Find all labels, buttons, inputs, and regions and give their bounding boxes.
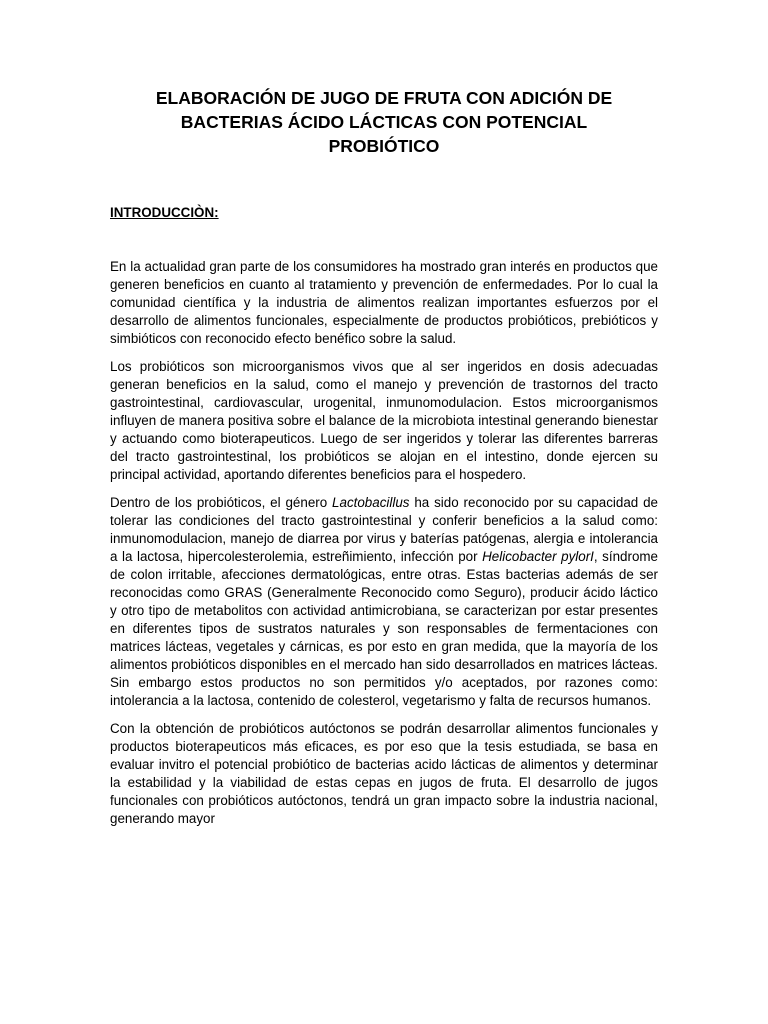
paragraph-3-text-3: , síndrome de colon irritable, afecciones dermatológicas, entre otras. Estas bacterias además de ser reconocidas como GRAS (Generalmente Reconocido como Seguro), producir ácido láctico y otro tipo de metabolitos con actividad antimicrobiana, se caracterizan por estar presentes en diferentes tipos de sustratos naturales y son responsables de fermentaciones con matrices lácteas, vegetales y cárnicas, es por esto en gran medida, que la mayoría de los alimentos probióticos disponibles en el mercado han sido desarrollados en matrices lácteas. Sin embargo estos productos no son permitidos y/o aceptados, por razones como: intolerancia a la lactosa, contenido de colesterol, vegetarismo y falta de recursos humanos. bbox=[110, 549, 658, 708]
paragraph-3-text-2: ha sido reconocido por su capacidad de tolerar las condiciones del tracto gastrointestinal y conferir beneficios a la salud como: inmunomodulacion, manejo de diarrea por virus y baterías patógenas, alergia e intolerancia a la lactosa, hipercolesterolemia, estreñimiento, infección por bbox=[110, 495, 658, 564]
document-page bbox=[110, 86, 658, 838]
title-line-2: BACTERIAS ÁCIDO LÁCTICAS CON POTENCIAL bbox=[180, 112, 588, 132]
paragraph-4: Con la obtención de probióticos autóctonos se podrán desarrollar alimentos funcionales y productos bioterapeuticos más eficaces, es por eso que la tesis estudiada, se basa en evaluar invitro el potencial probiótico de bacterias acido lácticas de alimentos y determinar la estabilidad y la viabilidad de estas cepas en jugos de fruta. El desarrollo de jugos funcionales con probióticos autóctonos, tendrá un gran impacto sobre la industria nacional, generando mayor bbox=[110, 721, 658, 826]
document-body bbox=[110, 258, 658, 828]
paragraph-3-text-1: Dentro de los probióticos, el género bbox=[110, 495, 333, 510]
paragraph-3 bbox=[110, 494, 658, 710]
genus-name-lactobacillus: Lactobacillus bbox=[332, 495, 410, 510]
paragraph-2: Los probióticos son microorganismos vivos que al ser ingeridos en dosis adecuadas generan beneficios en la salud, como el manejo y prevención de trastornos del tracto gastrointestinal, cardiovascular, urogenital, inmunomodulacion. Estos microorganismos influyen de manera positiva sobre el balance de la microbiota intestinal generando bienestar y actuando como bioterapeuticos. Luego de ser ingeridos y tolerar las diferentes barreras del tracto gastrointestinal, los probióticos se alojan en el intestino, donde ejercen su principal actividad, aportando diferentes beneficios para el hospedero. bbox=[110, 359, 658, 482]
species-name-helicobacter: Helicobacter pylorI bbox=[482, 549, 594, 564]
document-title bbox=[110, 86, 658, 158]
title-line-3: PROBIÓTICO bbox=[328, 136, 440, 156]
title-line-1: ELABORACIÓN DE JUGO DE FRUTA CON ADICIÓN DE bbox=[155, 88, 613, 108]
section-heading-introduccion: INTRODUCCIÒN: bbox=[110, 205, 219, 220]
paragraph-1: En la actualidad gran parte de los consumidores ha mostrado gran interés en productos que generen beneficios en cuanto al tratamiento y prevención de enfermedades. Por lo cual la comunidad científica y la industria de alimentos realizan importantes esfuerzos por el desarrollo de alimentos funcionales, especialmente de productos probióticos, prebióticos y simbióticos con reconocido efecto benéfico sobre la salud. bbox=[110, 259, 658, 346]
